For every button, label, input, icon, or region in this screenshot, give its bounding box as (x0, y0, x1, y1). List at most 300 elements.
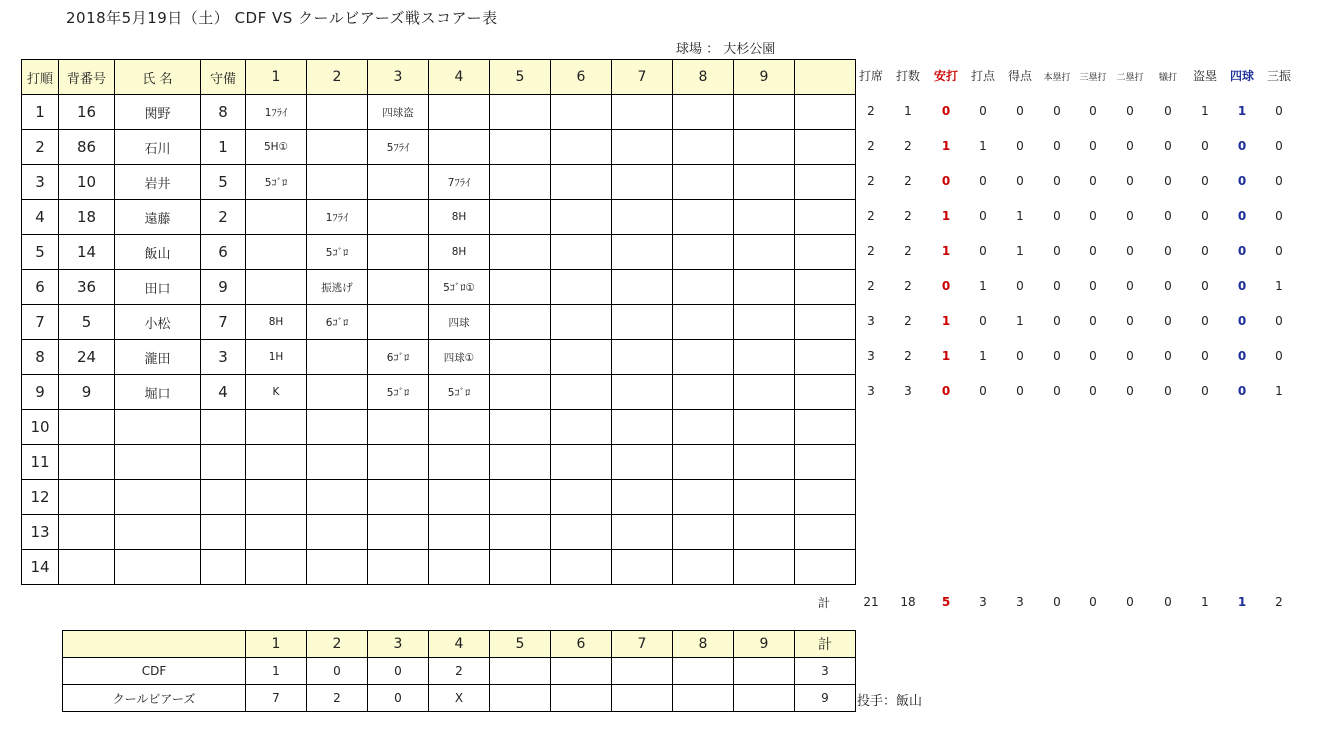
score-header-cell: 守備 (201, 60, 246, 95)
stat-value: 0 (1201, 244, 1209, 258)
inning-result-cell (368, 515, 429, 550)
score-header-cell: 3 (368, 60, 429, 95)
inning-result-cell (612, 445, 673, 480)
inning-result-cell (612, 200, 673, 235)
inning-runs-cell (612, 658, 673, 685)
score-header-cell: 6 (551, 60, 612, 95)
pitcher-label: 投手：飯山 (857, 694, 923, 709)
player-name-cell: 堀口 (115, 375, 201, 410)
inning-result-cell (551, 165, 612, 200)
inning-result-cell (368, 270, 429, 305)
stat-value: 0 (1089, 314, 1097, 328)
inning-result-cell: 6ｺﾞﾛ (368, 340, 429, 375)
inning-runs-cell (490, 685, 551, 712)
stat-value: 0 (1275, 349, 1283, 363)
stat-value: 0 (1053, 349, 1061, 363)
inning-result-cell (551, 445, 612, 480)
inning-result-cell (734, 305, 795, 340)
inning-result-cell (307, 480, 368, 515)
total-value: 0 (1053, 595, 1061, 609)
batting-order-cell: 7 (22, 305, 59, 340)
player-name-cell: 飯山 (115, 235, 201, 270)
stat-value: 0 (1275, 139, 1283, 153)
stat-value: 0 (1053, 279, 1061, 293)
linescore-header-cell: 5 (490, 631, 551, 658)
inning-result-cell: 8H (429, 235, 490, 270)
linescore-header-cell: 計 (795, 631, 856, 658)
inning-result-cell (734, 480, 795, 515)
position-cell (201, 480, 246, 515)
uniform-number-cell (59, 515, 115, 550)
inning-runs-cell: 0 (368, 685, 429, 712)
inning-result-cell (307, 515, 368, 550)
inning-result-cell (673, 410, 734, 445)
stat-value: 0 (979, 244, 987, 258)
inning-result-cell (673, 445, 734, 480)
player-name-cell (115, 515, 201, 550)
stat-value: 0 (1275, 174, 1283, 188)
inning-result-cell (429, 550, 490, 585)
stat-value: 2 (867, 174, 875, 188)
stat-value: 0 (979, 384, 987, 398)
total-value: 0 (1164, 595, 1172, 609)
stat-value: 0 (1237, 384, 1247, 398)
inning-result-cell (673, 200, 734, 235)
inning-result-cell (246, 270, 307, 305)
player-row (22, 410, 856, 445)
inning-result-cell: 四球盗 (368, 95, 429, 130)
inning-result-cell (368, 305, 429, 340)
position-cell: 1 (201, 130, 246, 165)
inning-result-cell (612, 130, 673, 165)
total-value: 3 (979, 595, 987, 609)
inning-result-cell (673, 375, 734, 410)
inning-result-cell (307, 445, 368, 480)
position-cell: 2 (201, 200, 246, 235)
extra-cell (795, 305, 856, 340)
inning-result-cell (734, 375, 795, 410)
player-name-cell: 岩井 (115, 165, 201, 200)
stat-value: 0 (979, 174, 987, 188)
score-header-cell: 4 (429, 60, 490, 95)
inning-result-cell (734, 515, 795, 550)
linescore-team-row (63, 658, 856, 685)
inning-result-cell (612, 480, 673, 515)
inning-result-cell (490, 305, 551, 340)
stat-value: 1 (941, 349, 951, 363)
position-cell: 3 (201, 340, 246, 375)
score-header-row (22, 60, 856, 95)
inning-result-cell (734, 235, 795, 270)
player-row (22, 235, 856, 270)
inning-result-cell (246, 235, 307, 270)
linescore-header-cell: 7 (612, 631, 673, 658)
player-row (22, 95, 856, 130)
player-name-cell (115, 410, 201, 445)
stat-value: 1 (1016, 209, 1024, 223)
inning-result-cell: 四球 (429, 305, 490, 340)
inning-result-cell (490, 445, 551, 480)
inning-result-cell (368, 165, 429, 200)
stat-value: 1 (1275, 384, 1283, 398)
position-cell: 8 (201, 95, 246, 130)
player-row (22, 480, 856, 515)
stat-value: 1 (979, 139, 987, 153)
position-cell (201, 515, 246, 550)
position-cell: 7 (201, 305, 246, 340)
extra-cell (795, 95, 856, 130)
inning-result-cell (734, 95, 795, 130)
batting-score-table (21, 59, 856, 585)
total-value: 21 (863, 595, 879, 609)
inning-result-cell (429, 515, 490, 550)
inning-runs-cell (673, 685, 734, 712)
score-header-cell: 7 (612, 60, 673, 95)
batting-order-cell: 9 (22, 375, 59, 410)
inning-result-cell: 5ﾌﾗｲ (368, 130, 429, 165)
stat-value: 1 (979, 349, 987, 363)
inning-result-cell (612, 305, 673, 340)
stat-value: 0 (1164, 209, 1172, 223)
inning-result-cell (734, 550, 795, 585)
uniform-number-cell: 9 (59, 375, 115, 410)
position-cell: 5 (201, 165, 246, 200)
stat-header-6: 三塁打 (1079, 73, 1107, 83)
inning-result-cell (490, 340, 551, 375)
linescore-table (62, 630, 856, 712)
batting-order-cell: 2 (22, 130, 59, 165)
inning-result-cell (246, 550, 307, 585)
stat-value: 0 (1237, 314, 1247, 328)
inning-result-cell (429, 480, 490, 515)
inning-result-cell (612, 95, 673, 130)
inning-runs-cell: 0 (368, 658, 429, 685)
stat-value: 0 (1201, 174, 1209, 188)
totals-label: 計 (818, 596, 831, 610)
inning-result-cell: K (246, 375, 307, 410)
team-total-cell: 3 (795, 658, 856, 685)
stat-value: 0 (1164, 384, 1172, 398)
stat-value: 2 (904, 279, 912, 293)
inning-runs-cell (734, 685, 795, 712)
inning-result-cell (734, 165, 795, 200)
stat-value: 2 (904, 244, 912, 258)
extra-cell (795, 165, 856, 200)
score-header-cell: 1 (246, 60, 307, 95)
inning-result-cell (612, 235, 673, 270)
inning-result-cell (307, 340, 368, 375)
linescore-header-cell: 9 (734, 631, 795, 658)
inning-result-cell (673, 165, 734, 200)
extra-cell (795, 515, 856, 550)
inning-result-cell: 5ｺﾞﾛ (307, 235, 368, 270)
stat-value: 0 (1089, 349, 1097, 363)
stat-value: 1 (941, 139, 951, 153)
uniform-number-cell: 16 (59, 95, 115, 130)
inning-result-cell (551, 200, 612, 235)
batting-order-cell: 13 (22, 515, 59, 550)
inning-result-cell (307, 165, 368, 200)
stat-value: 0 (1089, 139, 1097, 153)
score-header-cell: 氏 名 (115, 60, 201, 95)
stat-value: 0 (1016, 139, 1024, 153)
stat-value: 0 (1016, 349, 1024, 363)
stat-value: 0 (1053, 174, 1061, 188)
total-value: 2 (1275, 595, 1283, 609)
inning-result-cell: 5ｺﾞﾛ (368, 375, 429, 410)
stat-value: 1 (1016, 314, 1024, 328)
player-name-cell: 田口 (115, 270, 201, 305)
player-name-cell: 瀧田 (115, 340, 201, 375)
stat-value: 2 (904, 209, 912, 223)
batting-order-cell: 1 (22, 95, 59, 130)
stat-value: 0 (1089, 209, 1097, 223)
inning-result-cell (551, 410, 612, 445)
inning-runs-cell: X (429, 685, 490, 712)
inning-result-cell (490, 480, 551, 515)
stat-value: 0 (1126, 314, 1134, 328)
stat-value: 0 (1275, 314, 1283, 328)
stat-value: 0 (1275, 244, 1283, 258)
stat-value: 0 (979, 104, 987, 118)
inning-result-cell (612, 375, 673, 410)
stat-value: 0 (1126, 139, 1134, 153)
stat-value: 2 (867, 209, 875, 223)
position-cell: 4 (201, 375, 246, 410)
team-name-cell: クールビアーズ (63, 685, 246, 712)
stat-value: 0 (1201, 279, 1209, 293)
score-header-cell: 8 (673, 60, 734, 95)
stat-value: 0 (1164, 244, 1172, 258)
extra-cell (795, 200, 856, 235)
stat-value: 3 (867, 384, 875, 398)
uniform-number-cell: 10 (59, 165, 115, 200)
stat-value: 0 (1053, 139, 1061, 153)
stat-value: 0 (941, 384, 951, 398)
stat-value: 1 (941, 209, 951, 223)
player-row (22, 305, 856, 340)
inning-result-cell (429, 410, 490, 445)
batting-order-cell: 6 (22, 270, 59, 305)
stat-value: 0 (1053, 209, 1061, 223)
stat-value: 0 (1126, 104, 1134, 118)
inning-result-cell (551, 550, 612, 585)
inning-runs-cell: 1 (246, 658, 307, 685)
inning-runs-cell (734, 658, 795, 685)
inning-runs-cell: 0 (307, 658, 368, 685)
extra-cell (795, 270, 856, 305)
inning-result-cell (551, 130, 612, 165)
inning-result-cell (612, 410, 673, 445)
extra-cell (795, 340, 856, 375)
total-value: 0 (1126, 595, 1134, 609)
stat-value: 0 (1275, 104, 1283, 118)
inning-result-cell (307, 550, 368, 585)
extra-cell (795, 375, 856, 410)
inning-result-cell (368, 235, 429, 270)
team-total-cell: 9 (795, 685, 856, 712)
player-row (22, 270, 856, 305)
stat-value: 0 (1089, 384, 1097, 398)
extra-cell (795, 445, 856, 480)
inning-result-cell (490, 550, 551, 585)
inning-result-cell: 7ﾌﾗｲ (429, 165, 490, 200)
stat-value: 0 (1237, 349, 1247, 363)
inning-result-cell (673, 95, 734, 130)
batting-order-cell: 10 (22, 410, 59, 445)
inning-result-cell (551, 375, 612, 410)
stat-header-7: 二塁打 (1116, 73, 1144, 83)
inning-result-cell (673, 480, 734, 515)
inning-result-cell (551, 95, 612, 130)
batting-order-cell: 14 (22, 550, 59, 585)
extra-cell (795, 235, 856, 270)
uniform-number-cell: 18 (59, 200, 115, 235)
inning-runs-cell: 7 (246, 685, 307, 712)
inning-result-cell (551, 480, 612, 515)
stat-value: 0 (1164, 349, 1172, 363)
stat-header-8: 犠打 (1158, 73, 1178, 83)
stat-value: 0 (1164, 104, 1172, 118)
linescore-header-cell (63, 631, 246, 658)
inning-result-cell (490, 130, 551, 165)
position-cell: 9 (201, 270, 246, 305)
stat-value: 1 (1016, 244, 1024, 258)
stat-value: 0 (1126, 349, 1134, 363)
inning-result-cell (429, 130, 490, 165)
inning-result-cell (368, 445, 429, 480)
inning-result-cell (551, 515, 612, 550)
uniform-number-cell (59, 480, 115, 515)
inning-runs-cell (612, 685, 673, 712)
stat-header-5: 本塁打 (1043, 73, 1071, 83)
stat-value: 1 (904, 104, 912, 118)
stat-header-9: 盗塁 (1192, 69, 1218, 83)
inning-result-cell (429, 95, 490, 130)
stat-value: 3 (867, 314, 875, 328)
extra-cell (795, 410, 856, 445)
batting-order-cell: 11 (22, 445, 59, 480)
stat-header-3: 打点 (970, 69, 996, 83)
total-value: 0 (1089, 595, 1097, 609)
inning-result-cell (673, 305, 734, 340)
stat-value: 0 (1016, 384, 1024, 398)
venue-label: 球場 ： 大杉公園 (676, 42, 776, 57)
inning-result-cell: 5ｺﾞﾛ (429, 375, 490, 410)
stat-value: 0 (941, 279, 951, 293)
player-row (22, 340, 856, 375)
stat-header-11: 三振 (1266, 69, 1292, 83)
player-name-cell (115, 445, 201, 480)
uniform-number-cell: 14 (59, 235, 115, 270)
stat-value: 0 (1164, 139, 1172, 153)
inning-result-cell (246, 200, 307, 235)
batting-order-cell: 5 (22, 235, 59, 270)
player-row (22, 200, 856, 235)
inning-result-cell (307, 375, 368, 410)
player-name-cell: 石川 (115, 130, 201, 165)
inning-result-cell (673, 340, 734, 375)
player-row (22, 165, 856, 200)
total-value: 18 (900, 595, 916, 609)
stat-value: 0 (1237, 174, 1247, 188)
batting-order-cell: 12 (22, 480, 59, 515)
inning-result-cell: 1ﾌﾗｲ (307, 200, 368, 235)
linescore-header-cell: 3 (368, 631, 429, 658)
stat-value: 0 (1126, 384, 1134, 398)
stat-header-10: 四球 (1229, 69, 1255, 83)
inning-result-cell (490, 515, 551, 550)
player-row (22, 515, 856, 550)
inning-runs-cell (551, 685, 612, 712)
linescore-header-cell: 2 (307, 631, 368, 658)
stat-value: 0 (1201, 209, 1209, 223)
stat-value: 0 (1126, 244, 1134, 258)
inning-result-cell (612, 340, 673, 375)
position-cell (201, 550, 246, 585)
inning-result-cell (673, 550, 734, 585)
stat-value: 0 (941, 104, 951, 118)
inning-result-cell: 8H (246, 305, 307, 340)
stat-value: 1 (941, 244, 951, 258)
inning-result-cell (551, 270, 612, 305)
inning-result-cell (246, 410, 307, 445)
batting-order-cell: 8 (22, 340, 59, 375)
stat-header-4: 得点 (1007, 69, 1033, 83)
stat-value: 0 (1237, 139, 1247, 153)
inning-result-cell: 5ｺﾞﾛ (246, 165, 307, 200)
stat-header-0: 打席 (858, 69, 884, 83)
score-header-cell: 9 (734, 60, 795, 95)
stat-value: 0 (1201, 314, 1209, 328)
stat-value: 1 (979, 279, 987, 293)
inning-result-cell (307, 130, 368, 165)
linescore-header-row (63, 631, 856, 658)
stat-value: 0 (1053, 314, 1061, 328)
inning-result-cell (673, 270, 734, 305)
linescore-header-cell: 4 (429, 631, 490, 658)
stat-value: 2 (904, 139, 912, 153)
inning-result-cell: 1ﾌﾗｲ (246, 95, 307, 130)
position-cell: 6 (201, 235, 246, 270)
inning-result-cell (734, 270, 795, 305)
extra-cell (795, 130, 856, 165)
stat-value: 0 (1164, 279, 1172, 293)
uniform-number-cell: 36 (59, 270, 115, 305)
stat-value: 0 (1237, 279, 1247, 293)
stat-value: 2 (867, 104, 875, 118)
total-value: 1 (1201, 595, 1209, 609)
score-header-cell (795, 60, 856, 95)
stat-value: 0 (1053, 104, 1061, 118)
stat-value: 2 (904, 349, 912, 363)
inning-result-cell (246, 480, 307, 515)
uniform-number-cell: 5 (59, 305, 115, 340)
score-header-cell: 2 (307, 60, 368, 95)
inning-result-cell: 8H (429, 200, 490, 235)
extra-cell (795, 480, 856, 515)
stat-value: 0 (1089, 104, 1097, 118)
inning-runs-cell (551, 658, 612, 685)
stat-value: 0 (979, 314, 987, 328)
uniform-number-cell (59, 445, 115, 480)
stat-value: 0 (979, 209, 987, 223)
inning-result-cell: 5ｺﾞﾛ① (429, 270, 490, 305)
stat-value: 3 (904, 384, 912, 398)
uniform-number-cell: 24 (59, 340, 115, 375)
stat-value: 2 (904, 174, 912, 188)
inning-result-cell (490, 270, 551, 305)
